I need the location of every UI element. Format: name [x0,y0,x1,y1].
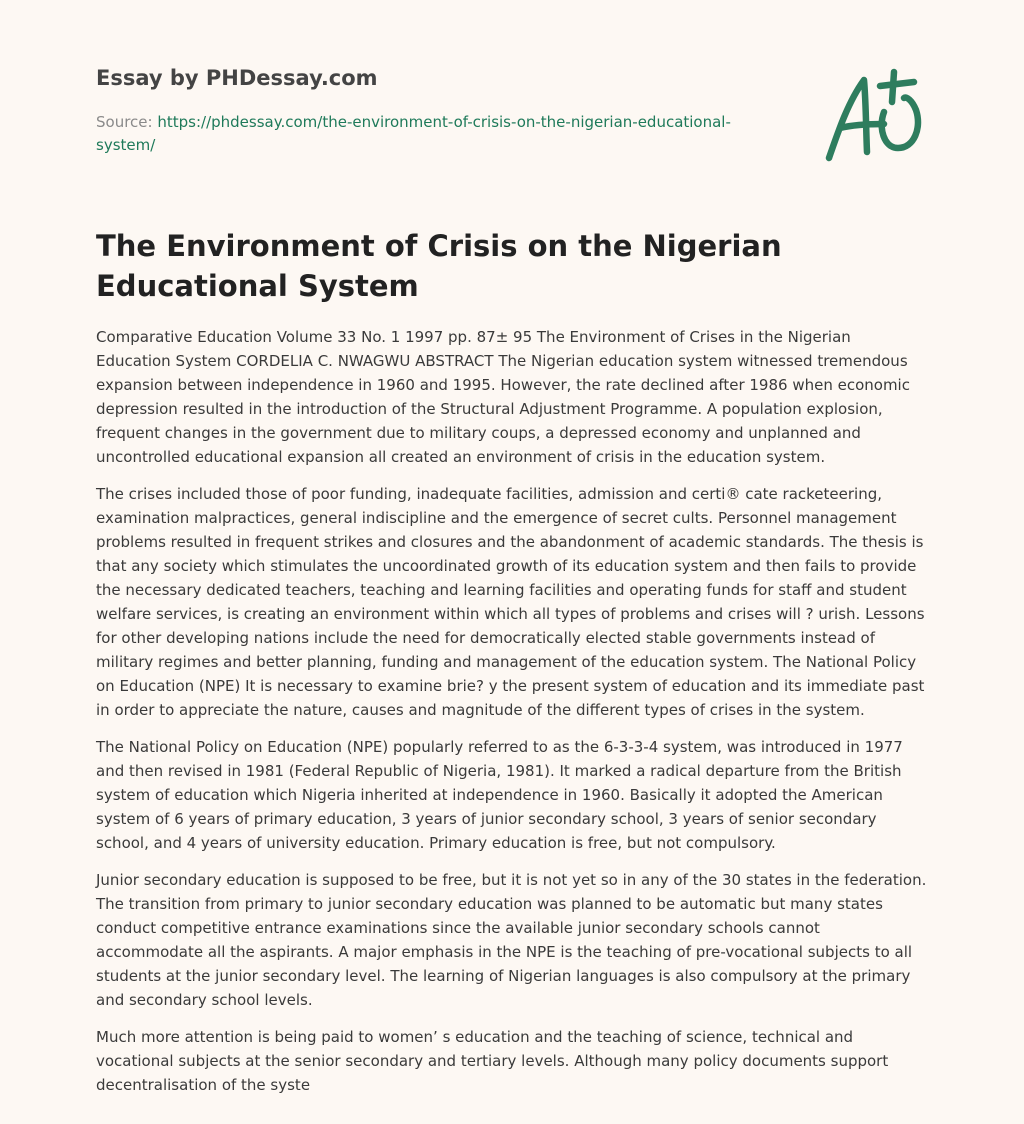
source-label: Source: [96,113,153,131]
source-link-text-line1: https://phdessay.com/the-environment-of-crisis-on-the-nigerian-educational- [157,113,731,131]
essay-body [96,325,928,1110]
site-title: Essay by PHDessay.com [96,66,378,90]
essay-paragraph-1: Comparative Education Volume 33 No. 1 1997 pp. 87± 95 The Environment of Crises in the Nigerian Education System CORDELIA C. NWAGWU ABSTRACT The Nigerian education system witnessed tremendous expansion between independence in 1960 and 1995. However, the rate declined after 1986 when economic depression resulted in the introduction of the Structural Adjustment Programme. A population explosion, frequent changes in the government due to military coups, a depressed economy and unplanned and uncontrolled educational expansion all created an environment of crisis in the education system. [96,328,910,466]
source-link-text-line2: system/ [96,136,156,154]
essay-title: The Environment of Crisis on the Nigerian Educational System [96,229,782,303]
essay-paragraph-2: The crises included those of poor funding, inadequate facilities, admission and certi® cate racketeering, examination malpractices, general indiscipline and the emergence of secret cults. Personnel management problems resulted in frequent strikes and closures and the abandonment of academic standards. The thesis is that any society which stimulates the uncoordinated growth of its education system and then fails to provide the necessary dedicated teachers, teaching and learning facilities and operating funds for staff and student welfare services, is creating an environment within which all types of problems and crises will ? urish. Lessons for other developing nations include the need for democratically elected stable governments instead of military regimes and better planning, funding and management of the education system. The National Policy on Education (NPE) It is necessary to examine brie? y the present system of education and its immediate past in order to appreciate the nature, causes and magnitude of the different types of crises in the system. [96,485,925,719]
source-line [96,111,756,157]
essay-paragraph-5: Much more attention is being paid to women’ s education and the teaching of science, technical and vocational subjects at the senior secondary and tertiary levels. Although many policy documents support decentralisation of the syste [96,1028,889,1094]
essay-paragraph-3: The National Policy on Education (NPE) popularly referred to as the 6-3-3-4 system, was introduced in 1977 and then revised in 1981 (Federal Republic of Nigeria, 1981). It marked a radical departure from the British system of education which Nigeria inherited at independence in 1960. Basically it adopted the American system of 6 years of primary education, 3 years of junior secondary school, 3 years of senior secondary school, and 4 years of university education. Primary education is free, but not compulsory. [96,738,903,852]
source-link[interactable] [96,113,731,154]
a-plus-icon [822,68,926,164]
essay-paragraph-4: Junior secondary education is supposed to be free, but it is not yet so in any of the 30 states in the federation. The transition from primary to junior secondary education was planned to be automatic but many states conduct competitive entrance examinations since the available junior secondary schools cannot accommodate all the aspirants. A major emphasis in the NPE is the teaching of pre-vocational subjects to all students at the junior secondary level. The learning of Nigerian languages is also compulsory at the primary and secondary school levels. [96,871,927,1009]
